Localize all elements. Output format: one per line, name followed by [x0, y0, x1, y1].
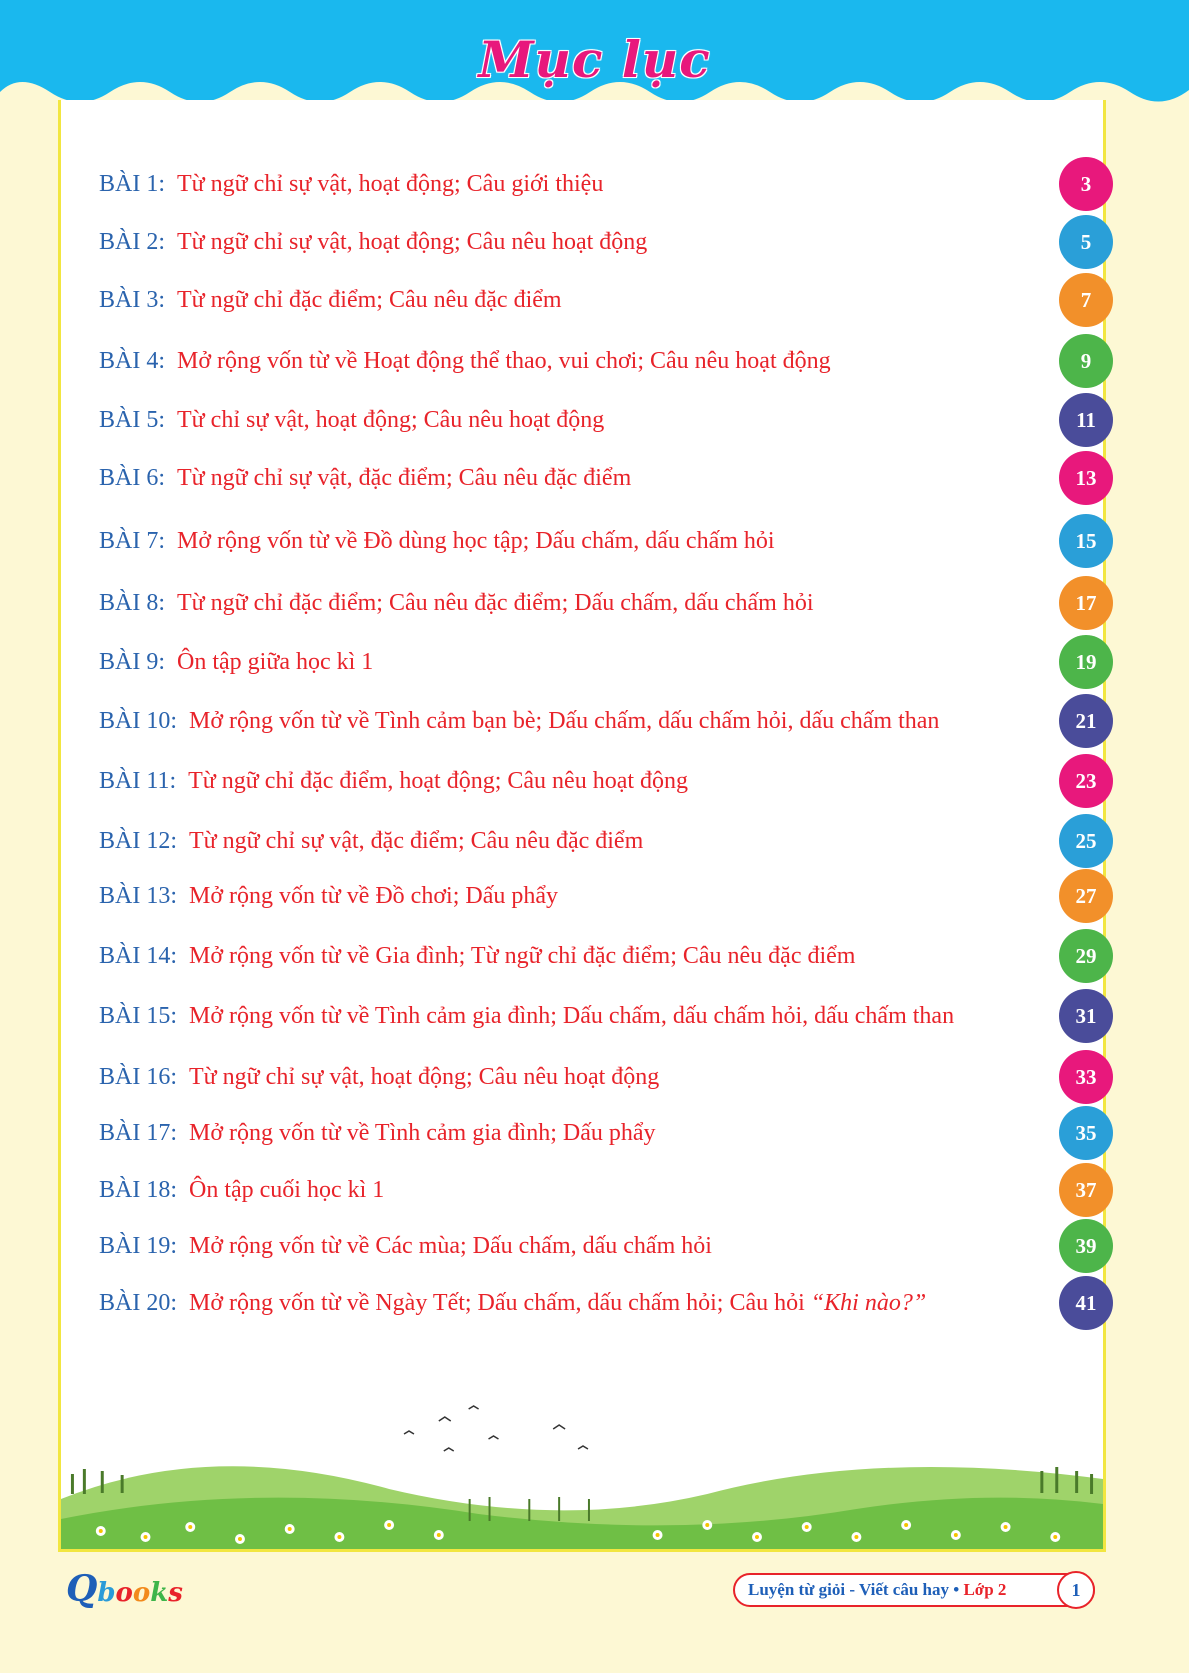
page-badge[interactable]: 27 [1059, 869, 1113, 923]
lesson-title: Mở rộng vốn từ về Đồ chơi; Dấu phẩy [189, 883, 558, 909]
page-badge[interactable]: 39 [1059, 1219, 1113, 1273]
page-badge[interactable]: 19 [1059, 635, 1113, 689]
lesson-number: BÀI 14: [99, 943, 177, 969]
lesson-title: Mở rộng vốn từ về Gia đình; Từ ngữ chỉ đặc điểm; Câu nêu đặc điểm [189, 943, 856, 969]
lesson-number: BÀI 10: [99, 708, 177, 734]
toc-row[interactable] [99, 813, 1099, 869]
page-badge[interactable]: 25 [1059, 814, 1113, 868]
toc-row[interactable] [99, 868, 1099, 924]
toc-row[interactable] [99, 988, 1099, 1044]
lesson-title: Từ ngữ chỉ sự vật, đặc điểm; Câu nêu đặc điểm [189, 828, 644, 854]
lesson-title: Ôn tập giữa học kì 1 [177, 649, 374, 675]
lesson-title: Mở rộng vốn từ về Tình cảm bạn bè; Dấu chấm, dấu chấm hỏi, dấu chấm than [189, 708, 940, 734]
toc-row[interactable] [99, 272, 1099, 328]
page-badge[interactable]: 5 [1059, 215, 1113, 269]
page-number: 1 [1057, 1571, 1095, 1609]
page-badge[interactable]: 41 [1059, 1276, 1113, 1330]
page-badge[interactable]: 23 [1059, 754, 1113, 808]
lesson-title: Từ chỉ sự vật, hoạt động; Câu nêu hoạt động [177, 407, 605, 433]
page-badge[interactable]: 37 [1059, 1163, 1113, 1217]
lesson-title: Mở rộng vốn từ về Các mùa; Dấu chấm, dấu chấm hỏi [189, 1233, 712, 1259]
lesson-number: BÀI 11: [99, 768, 177, 794]
toc-row[interactable] [99, 1162, 1099, 1218]
lesson-number: BÀI 8: [99, 590, 165, 616]
toc-row[interactable] [99, 928, 1099, 984]
page-badge[interactable]: 9 [1059, 334, 1113, 388]
header-banner [0, 0, 1189, 115]
lesson-number: BÀI 17: [99, 1120, 177, 1146]
lesson-title: Mở rộng vốn từ về Đồ dùng học tập; Dấu chấm, dấu chấm hỏi [177, 528, 775, 554]
lesson-title: Từ ngữ chỉ đặc điểm; Câu nêu đặc điểm; Dấu chấm, dấu chấm hỏi [177, 590, 814, 616]
page-badge[interactable]: 7 [1059, 273, 1113, 327]
page-badge[interactable]: 3 [1059, 157, 1113, 211]
toc-row[interactable] [99, 156, 1099, 212]
page-badge[interactable]: 11 [1059, 393, 1113, 447]
lesson-number: BÀI 20: [99, 1290, 177, 1316]
toc-row[interactable] [99, 333, 1099, 389]
toc-row[interactable] [99, 1049, 1099, 1105]
lesson-number: BÀI 19: [99, 1233, 177, 1259]
book-grade: Lớp 2 [963, 1580, 1007, 1599]
lesson-title: Mở rộng vốn từ về Hoạt động thể thao, vui chơi; Câu nêu hoạt động [177, 348, 831, 374]
page-badge[interactable]: 21 [1059, 694, 1113, 748]
toc-row[interactable] [99, 513, 1099, 569]
lesson-title: Từ ngữ chỉ sự vật, hoạt động; Câu nêu hoạt động [189, 1064, 660, 1090]
page-badge[interactable]: 13 [1059, 451, 1113, 505]
lesson-number: BÀI 15: [99, 1003, 177, 1029]
toc-row[interactable] [99, 1105, 1099, 1161]
lesson-number: BÀI 2: [99, 229, 165, 255]
content-panel [58, 100, 1106, 1552]
toc-row[interactable] [99, 693, 1099, 749]
lesson-quote: “Khi nào?” [810, 1290, 927, 1316]
toc-row[interactable] [99, 575, 1099, 631]
toc-row[interactable] [99, 634, 1099, 690]
lesson-title: Ôn tập cuối học kì 1 [189, 1177, 385, 1203]
toc-row[interactable] [99, 1275, 1099, 1331]
lesson-number: BÀI 3: [99, 287, 165, 313]
lesson-title: Mở rộng vốn từ về Tình cảm gia đình; Dấu chấm, dấu chấm hỏi, dấu chấm than [189, 1003, 955, 1029]
toc-row[interactable] [99, 392, 1099, 448]
toc-row[interactable] [99, 450, 1099, 506]
lesson-title: Từ ngữ chỉ sự vật, đặc điểm; Câu nêu đặc điểm [177, 465, 632, 491]
page-badge[interactable]: 33 [1059, 1050, 1113, 1104]
book-title: Luyện từ giỏi - Viết câu hay • [748, 1580, 960, 1599]
lesson-number: BÀI 12: [99, 828, 177, 854]
lesson-number: BÀI 18: [99, 1177, 177, 1203]
page-badge[interactable]: 29 [1059, 929, 1113, 983]
lesson-title: Từ ngữ chỉ đặc điểm; Câu nêu đặc điểm [177, 287, 562, 313]
lesson-title: Từ ngữ chỉ sự vật, hoạt động; Câu nêu hoạt động [177, 229, 648, 255]
lesson-title: Từ ngữ chỉ sự vật, hoạt động; Câu giới thiệu [177, 171, 604, 197]
page-title: Mục lục [478, 30, 711, 89]
toc-row[interactable] [99, 1218, 1099, 1274]
lesson-title: Mở rộng vốn từ về Tình cảm gia đình; Dấu phẩy [189, 1120, 656, 1146]
lesson-number: BÀI 16: [99, 1064, 177, 1090]
lesson-number: BÀI 13: [99, 883, 177, 909]
page-badge[interactable]: 15 [1059, 514, 1113, 568]
toc-row[interactable] [99, 214, 1099, 270]
lesson-number: BÀI 4: [99, 348, 165, 374]
lesson-number: BÀI 6: [99, 465, 165, 491]
lesson-title: Từ ngữ chỉ đặc điểm, hoạt động; Câu nêu hoạt động [188, 768, 689, 794]
page-badge[interactable]: 35 [1059, 1106, 1113, 1160]
page-badge[interactable]: 17 [1059, 576, 1113, 630]
landscape-illustration [61, 1379, 1103, 1549]
lesson-title: Mở rộng vốn từ về Ngày Tết; Dấu chấm, dấu chấm hỏi; Câu hỏi [189, 1290, 805, 1316]
book-label [733, 1573, 1095, 1607]
lesson-number: BÀI 7: [99, 528, 165, 554]
lesson-number: BÀI 5: [99, 407, 165, 433]
lesson-number: BÀI 1: [99, 171, 165, 197]
toc-row[interactable] [99, 753, 1099, 809]
lesson-number: BÀI 9: [99, 649, 165, 675]
publisher-logo: Qbooks [66, 1568, 183, 1610]
page-badge[interactable]: 31 [1059, 989, 1113, 1043]
